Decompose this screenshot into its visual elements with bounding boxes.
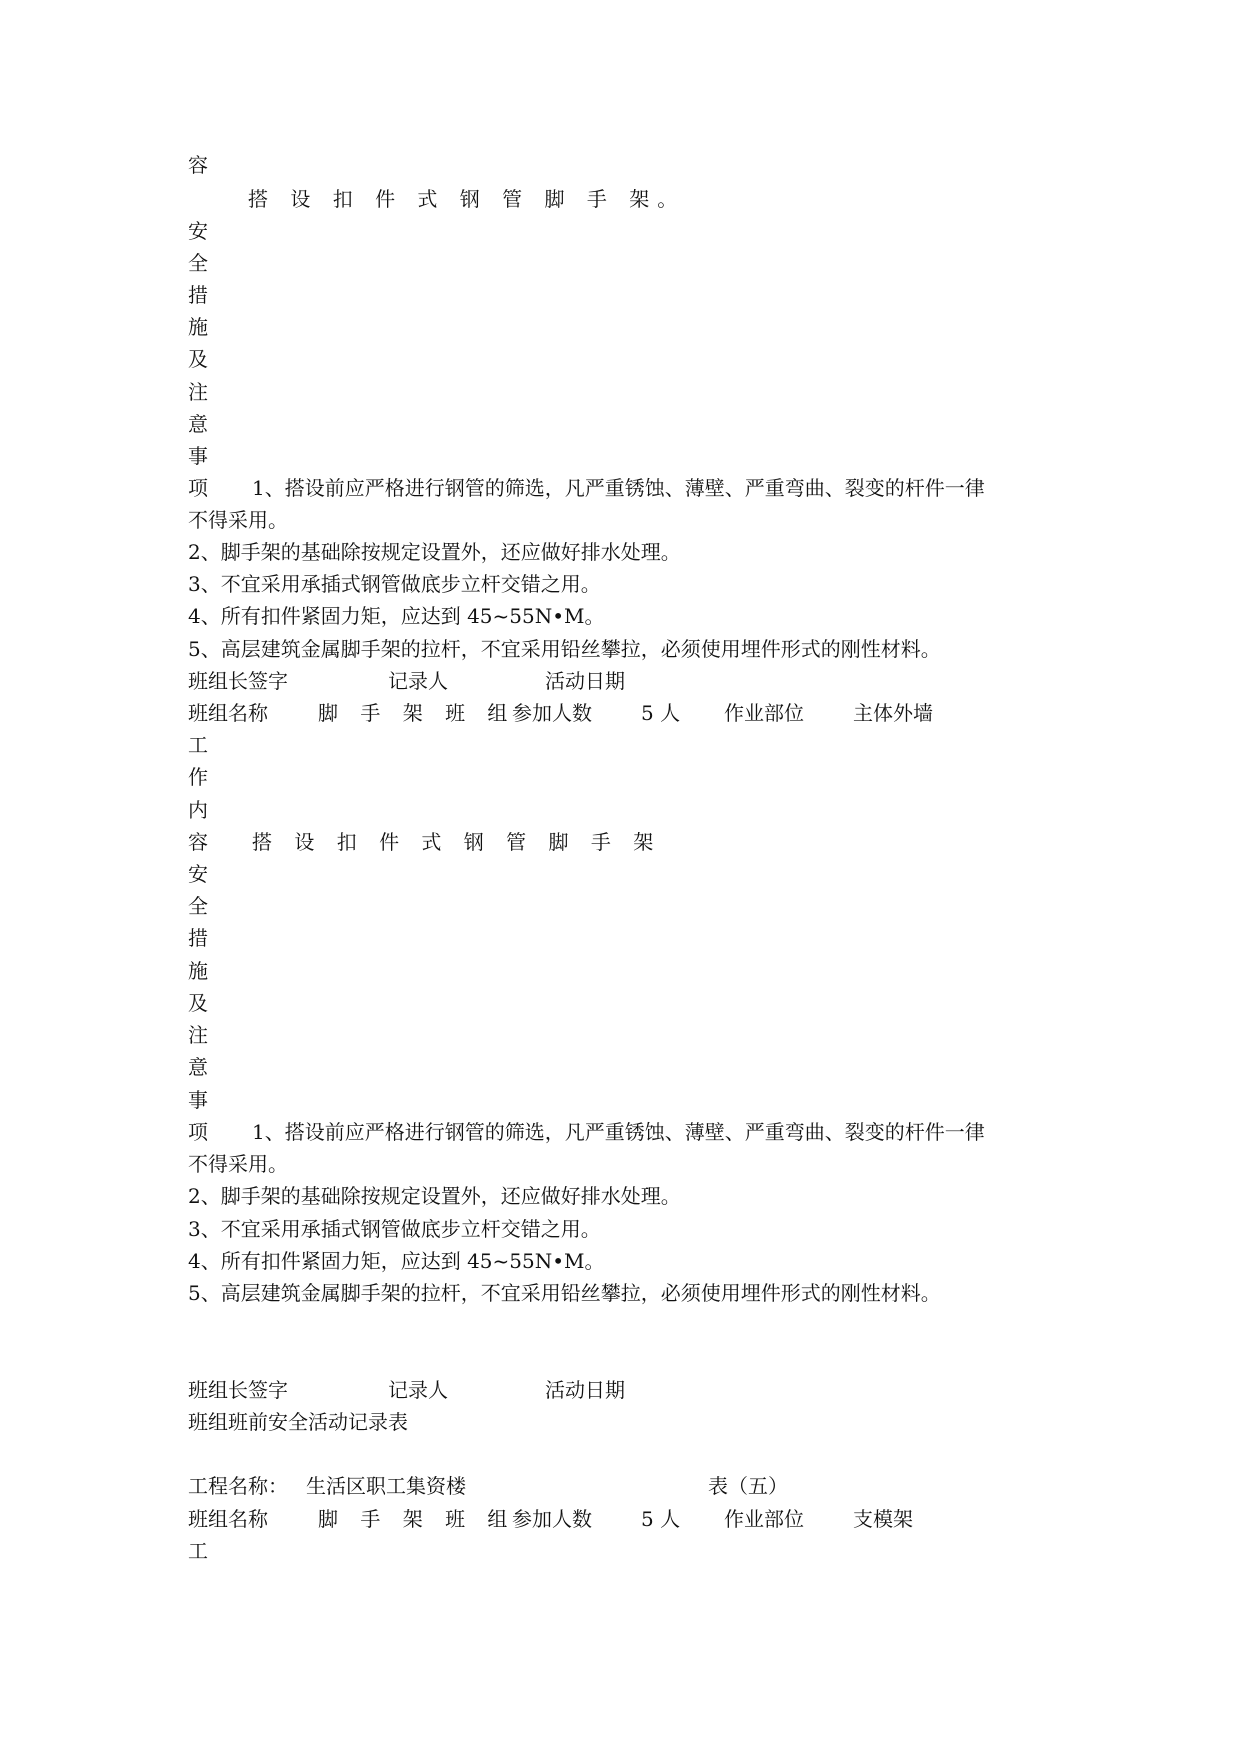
sign-leader-label: 班组长签字 — [188, 1378, 288, 1402]
vertical-char: 工 — [188, 733, 208, 757]
vertical-char: 及 — [188, 991, 208, 1015]
vertical-char: 安 — [188, 862, 208, 886]
work-location-value: 主体外墙 — [853, 701, 933, 725]
safety-item-2: 2、脚手架的基础除按规定设置外，还应做好排水处理。 — [188, 540, 681, 564]
vertical-char: 注 — [188, 380, 208, 404]
safety-item-1-cont: 不得采用。 — [188, 508, 288, 532]
form-title: 班组班前安全活动记录表 — [188, 1410, 408, 1434]
participants-value: 5 人 — [641, 1507, 681, 1531]
safety-item-2: 2、脚手架的基础除按规定设置外，还应做好排水处理。 — [188, 1184, 681, 1208]
vertical-char: 项 — [188, 476, 208, 500]
table-number: 表（五） — [708, 1474, 788, 1498]
recorder-label: 记录人 — [388, 1378, 448, 1402]
project-name-value: 生活区职工集资楼 — [306, 1474, 466, 1498]
vertical-char: 措 — [188, 283, 208, 307]
safety-item-3: 3、不宜采用承插式钢管做底步立杆交错之用。 — [188, 572, 601, 596]
vertical-char: 内 — [188, 798, 208, 822]
participants-label: 参加人数 — [512, 701, 592, 725]
safety-item-1: 1、搭设前应严格进行钢管的筛选，凡严重锈蚀、薄壁、严重弯曲、裂变的杆件一律 — [252, 476, 985, 500]
participants-value: 5 人 — [641, 701, 681, 725]
vertical-char: 意 — [188, 1055, 208, 1079]
vertical-char: 全 — [188, 894, 208, 918]
team-name-label: 班组名称 — [188, 1507, 268, 1531]
vertical-char: 事 — [188, 1088, 208, 1112]
vertical-char: 事 — [188, 444, 208, 468]
work-content-text: 搭 设 扣 件 式 钢 管 脚 手 架。 — [248, 187, 686, 211]
sign-leader-label: 班组长签字 — [188, 669, 288, 693]
vertical-char: 施 — [188, 315, 208, 339]
work-location-label: 作业部位 — [724, 1507, 804, 1531]
safety-item-4: 4、所有扣件紧固力矩，应达到 45~55N•M。 — [188, 1249, 605, 1273]
vertical-char: 项 — [188, 1120, 208, 1144]
safety-item-5: 5、高层建筑金属脚手架的拉杆，不宜采用铅丝攀拉，必须使用埋件形式的刚性材料。 — [188, 1281, 941, 1305]
vertical-char: 容 — [188, 830, 208, 854]
vertical-char: 作 — [188, 765, 208, 789]
vertical-char: 及 — [188, 347, 208, 371]
vertical-char: 措 — [188, 926, 208, 950]
work-content-text: 搭 设 扣 件 式 钢 管 脚 手 架 — [252, 830, 662, 854]
safety-item-1-cont: 不得采用。 — [188, 1152, 288, 1176]
vertical-char: 注 — [188, 1023, 208, 1047]
column-char: 容 — [188, 153, 208, 177]
safety-item-5: 5、高层建筑金属脚手架的拉杆，不宜采用铅丝攀拉，必须使用埋件形式的刚性材料。 — [188, 637, 941, 661]
vertical-char: 全 — [188, 251, 208, 275]
safety-item-4: 4、所有扣件紧固力矩，应达到 45~55N•M。 — [188, 604, 605, 628]
vertical-char: 施 — [188, 959, 208, 983]
safety-item-3: 3、不宜采用承插式钢管做底步立杆交错之用。 — [188, 1217, 601, 1241]
recorder-label: 记录人 — [388, 669, 448, 693]
activity-date-label: 活动日期 — [545, 669, 625, 693]
vertical-char: 意 — [188, 412, 208, 436]
project-name-label: 工程名称： — [188, 1474, 288, 1498]
team-name-value: 脚 手 架 班 组 — [318, 1507, 516, 1531]
vertical-char: 安 — [188, 219, 208, 243]
team-name-label: 班组名称 — [188, 701, 268, 725]
activity-date-label: 活动日期 — [545, 1378, 625, 1402]
safety-item-1: 1、搭设前应严格进行钢管的筛选，凡严重锈蚀、薄壁、严重弯曲、裂变的杆件一律 — [252, 1120, 985, 1144]
participants-label: 参加人数 — [512, 1507, 592, 1531]
work-location-value: 支模架 — [853, 1507, 913, 1531]
team-name-value: 脚 手 架 班 组 — [318, 701, 516, 725]
vertical-char: 工 — [188, 1539, 208, 1563]
work-location-label: 作业部位 — [724, 701, 804, 725]
